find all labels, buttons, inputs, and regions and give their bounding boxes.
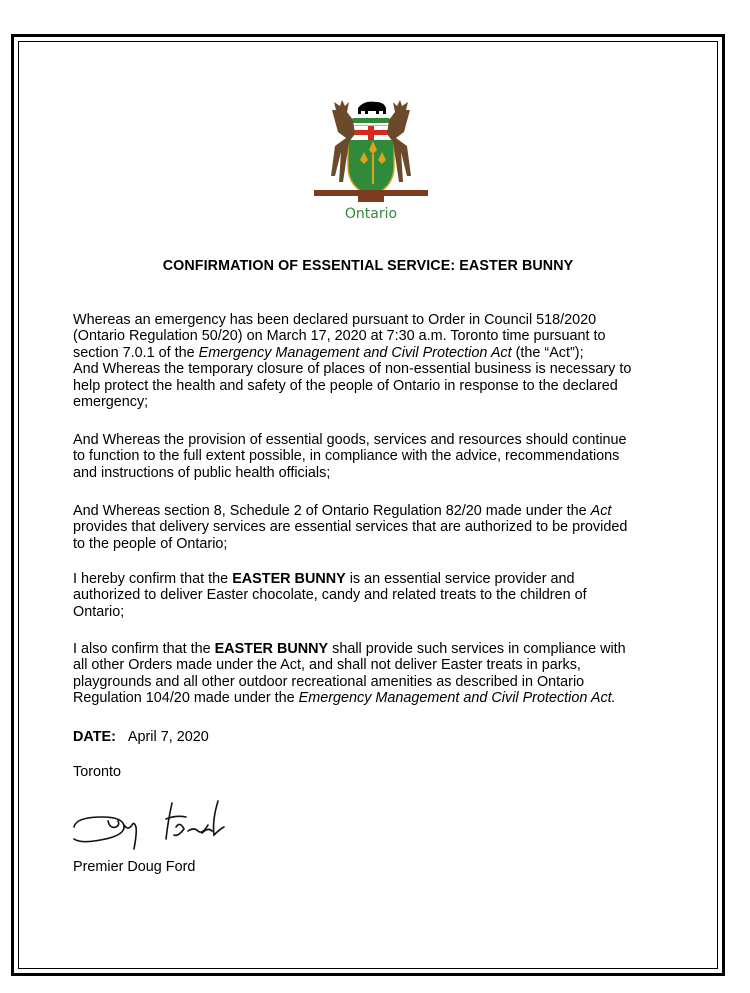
paragraph-3 bbox=[73, 503, 693, 552]
document-title: CONFIRMATION OF ESSENTIAL SERVICE: EASTER BUNNY bbox=[162, 258, 574, 274]
text-line bbox=[73, 690, 693, 706]
text-span: shall provide such services in compliance with bbox=[328, 641, 626, 657]
text-line: And Whereas the provision of essential goods, services and resources should continue bbox=[73, 432, 627, 448]
text-line: to the people of Ontario; bbox=[73, 535, 228, 552]
text-span: is an essential service provider and bbox=[345, 571, 575, 587]
text-line: provides that delivery services are essential services that are authorized to be provided bbox=[73, 519, 628, 536]
text-line bbox=[73, 641, 693, 657]
text-span: section 7.0.1 of the bbox=[73, 344, 199, 361]
text-line: to function to the full extent possible, in compliance with the advice, recommendations bbox=[73, 448, 620, 465]
act-name: Act bbox=[590, 503, 612, 519]
signer-name: Premier Doug Ford bbox=[73, 859, 196, 875]
act-name: Emergency Management and Civil Protection Act bbox=[198, 344, 512, 361]
text-line bbox=[73, 503, 693, 519]
text-line: and instructions of public health officials; bbox=[73, 464, 331, 481]
paragraph-2 bbox=[73, 432, 693, 481]
text-span: I hereby confirm that the bbox=[73, 571, 233, 587]
paragraph-1 bbox=[73, 312, 693, 410]
date-label: DATE: bbox=[73, 729, 116, 745]
text-line bbox=[73, 345, 693, 361]
text-line: Ontario; bbox=[73, 603, 125, 620]
text-line: help protect the health and safety of the people of Ontario in response to the declared bbox=[73, 377, 618, 394]
text-line bbox=[73, 571, 693, 587]
signature-icon bbox=[68, 797, 248, 857]
easter-bunny-name: EASTER BUNNY bbox=[214, 641, 329, 657]
ontario-logo-text: Ontario bbox=[344, 206, 398, 222]
text-line: Whereas an emergency has been declared pursuant to Order in Council 518/2020 bbox=[73, 312, 597, 328]
text-line: playgrounds and all other outdoor recreational amenities as described in Ontario bbox=[73, 673, 585, 690]
easter-bunny-name: EASTER BUNNY bbox=[232, 571, 346, 587]
text-line: emergency; bbox=[73, 394, 149, 411]
text-span: (the “Act”); bbox=[511, 344, 584, 361]
act-name: Emergency Management and Civil Protection Act. bbox=[298, 690, 616, 707]
text-line: And Whereas the temporary closure of places of non-essential business is necessary to bbox=[73, 361, 632, 378]
date-value: April 7, 2020 bbox=[127, 729, 209, 745]
paragraph-4 bbox=[73, 571, 693, 620]
text-line: all other Orders made under the Act, and shall not deliver Easter treats in parks, bbox=[73, 657, 581, 674]
date-line bbox=[73, 729, 209, 745]
text-line: authorized to deliver Easter chocolate, candy and related treats to the children of bbox=[73, 587, 587, 604]
text-span: I also confirm that the bbox=[73, 641, 215, 657]
text-line: (Ontario Regulation 50/20) on March 17, 2020 at 7:30 a.m. Toronto time pursuant to bbox=[73, 328, 606, 345]
place: Toronto bbox=[73, 764, 121, 780]
paragraph-5 bbox=[73, 641, 693, 707]
text-span: Regulation 104/20 made under the bbox=[73, 690, 299, 707]
text-span: And Whereas section 8, Schedule 2 of Ontario Regulation 82/20 made under the bbox=[73, 503, 591, 519]
